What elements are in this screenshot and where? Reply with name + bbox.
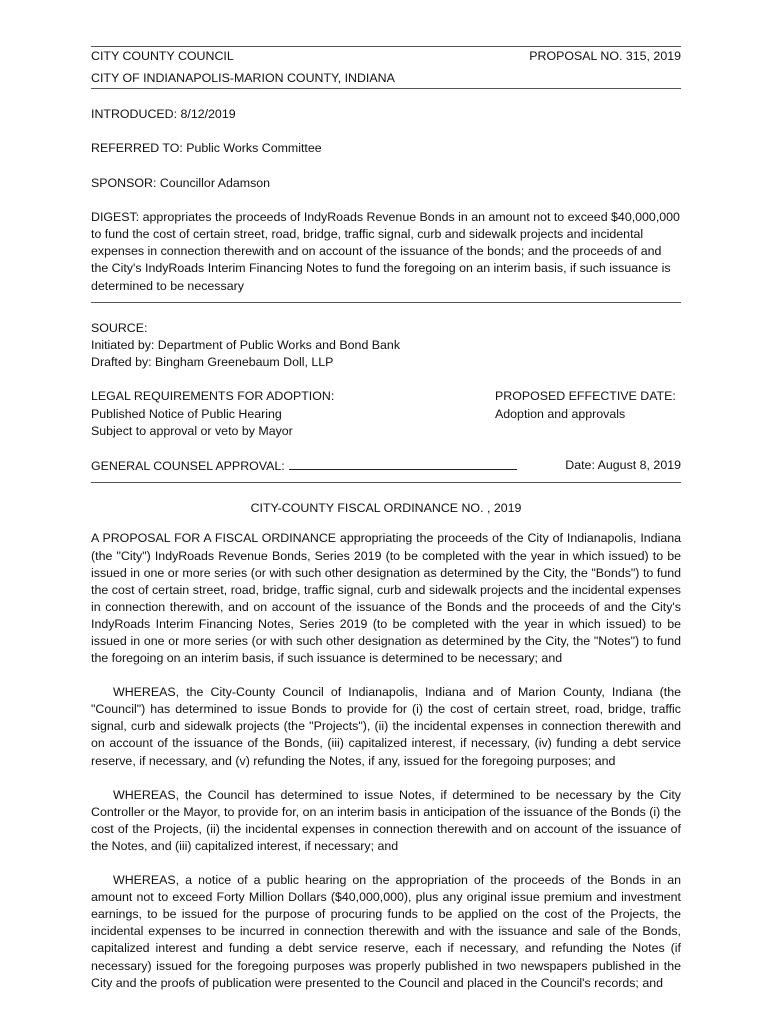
counsel-approval xyxy=(91,457,517,475)
header-row xyxy=(91,48,681,65)
digest-rule xyxy=(91,302,681,303)
whereas-paragraph-3: WHEREAS, a notice of a public hearing on the appropriation of the proceeds of the Bonds in an amount not to exceed Forty Million Dollars ($40,000,000), plus any original issue premium and investment earnings, to be issued for the purpose of procuring funds to be applied on the cost of the Projects, the incidental expenses to be incurred in connection therewith and with the issuance and sale of the Bonds, capitalized interest and funding a debt service reserve, each if necessary, and refunding the Notes (if necessary) issued for the foregoing purposes was properly published in two newspapers published in the City and the proofs of publication were presented to the Council and placed in the Council's records; and xyxy=(91,873,681,990)
legal-left-column xyxy=(91,388,334,440)
legal-label: LEGAL REQUIREMENTS FOR ADOPTION: xyxy=(91,389,335,404)
effective-date-label: PROPOSED EFFECTIVE DATE: xyxy=(495,389,676,404)
document-page xyxy=(91,0,681,992)
legal-requirements xyxy=(91,388,681,440)
drafted-by: Drafted by: Bingham Greenebaum Doll, LLP xyxy=(91,355,334,370)
legal-notice: Published Notice of Public Hearing xyxy=(91,406,282,421)
council-name: CITY COUNTY COUNCIL xyxy=(91,49,234,63)
whereas-paragraph-1: WHEREAS, the City-County Council of Indianapolis, Indiana and of Marion County, Indiana (the "Council") has determined to issue Bonds to provide for (i) the cost of certain street, road, bridge, traffic signal, curb and sidewalk projects (the "Projects"), (ii) the incidental expenses in connection therewith and on account of the issuance of the Bonds, (iii) capitalized interest, if necessary, (iv) funding a debt service reserve, if necessary, and (v) refunding the Notes, if any, issued for the foregoing purposes; and xyxy=(91,685,681,768)
referred-to: REFERRED TO: Public Works Committee xyxy=(91,141,322,156)
legal-veto: Subject to approval or veto by Mayor xyxy=(91,423,293,438)
counsel-date: Date: August 8, 2019 xyxy=(565,458,681,473)
header-rule xyxy=(91,88,681,89)
top-rule xyxy=(91,46,681,47)
proposal-number: PROPOSAL NO. 315, 2019 xyxy=(529,49,681,63)
effective-date-value: Adoption and approvals xyxy=(495,406,626,421)
city-name: CITY OF INDIANAPOLIS-MARION COUNTY, INDIANA xyxy=(91,71,395,85)
ordinance-title: CITY-COUNTY FISCAL ORDINANCE NO. , 2019 xyxy=(250,501,522,516)
sponsor: SPONSOR: Councillor Adamson xyxy=(91,175,271,190)
ordinance-intro: A PROPOSAL FOR A FISCAL ORDINANCE appropriating the proceeds of the City of Indianapolis, Indiana (the "City") IndyRoads Revenue Bonds, Series 2019 (to be completed with the year in which issued) to be issued in one or more series (or with such other designation as determined by the City, the "Bonds") to fund the cost of certain street, road, bridge, traffic signal, curb and sidewalk projects and the incidental expenses in connection therewith, and on account of the issuance of the Bonds and the proceeds of and the City's IndyRoads Interim Financing Notes, Series 2019 (to be completed with the year in which issued) to be issued in one or more series (or with such other designation as determined by the City, the "Notes") to fund the foregoing on an interim basis, if such issuance is determined to be necessary; and xyxy=(91,531,681,666)
legal-right-column xyxy=(495,388,681,440)
initiated-by: Initiated by: Department of Public Works and Bond Bank xyxy=(91,338,401,353)
counsel-approval-row xyxy=(91,457,681,475)
signature-line xyxy=(289,457,517,470)
counsel-rule xyxy=(91,482,681,483)
digest: DIGEST: appropriates the proceeds of IndyRoads Revenue Bonds in an amount not to exceed $40,000,000 to fund the cost of certain street, road, bridge, traffic signal, curb and sidewalk projects and incidental expenses in connection therewith and on account of the issuance of the bonds; and the proceeds of and the City's IndyRoads Interim Financing Notes to fund the foregoing on an interim basis, if such issuance is determined to be necessary xyxy=(91,209,680,293)
whereas-paragraph-2: WHEREAS, the Council has determined to issue Notes, if determined to be necessary by the City Controller or the Mayor, to provide for, on an interim basis in anticipation of the issuance of the Bonds (i) the cost of the Projects, (ii) the incidental expenses in connection therewith and on account of the issuance of the Notes, and (iii) capitalized interest, if necessary; and xyxy=(91,787,681,853)
introduced-date: INTRODUCED: 8/12/2019 xyxy=(91,107,236,122)
counsel-label: GENERAL COUNSEL APPROVAL: xyxy=(91,459,285,474)
source-label: SOURCE: xyxy=(91,320,148,335)
